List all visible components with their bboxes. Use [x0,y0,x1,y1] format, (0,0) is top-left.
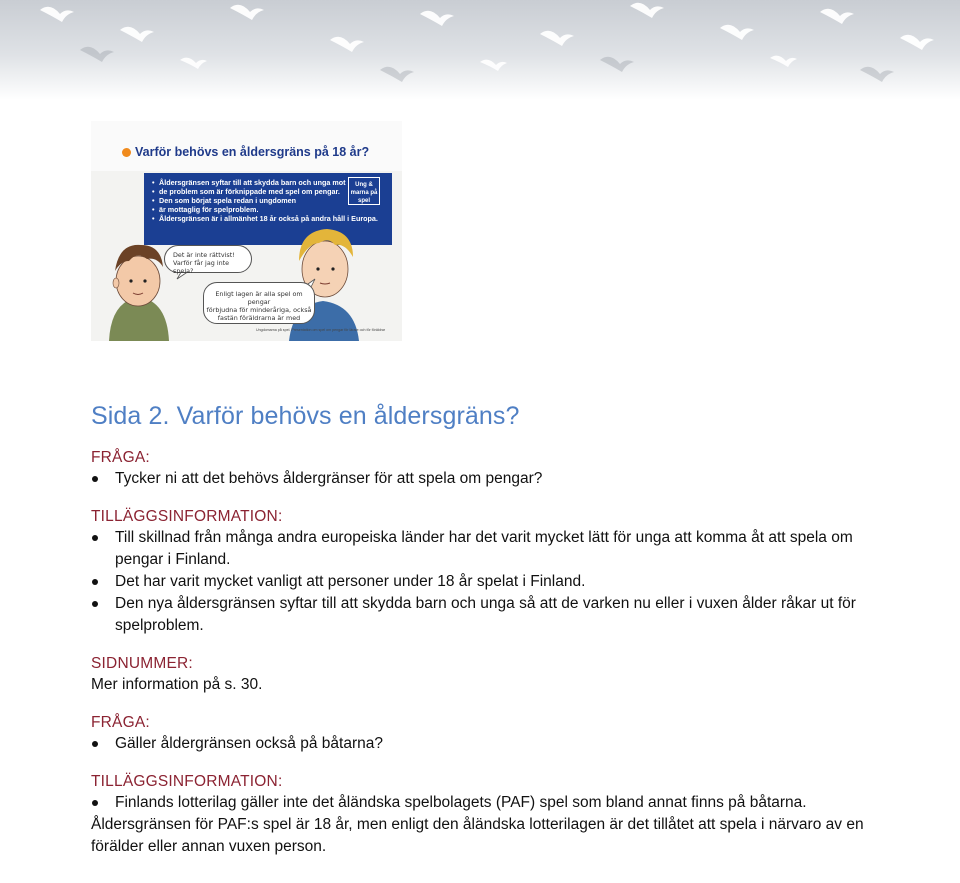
section-label-page-number: SIDNUMMER: [91,655,193,672]
slide-title: Varför behövs en åldersgräns på 18 år? [135,145,370,159]
birds-decoration-icon [0,0,960,100]
page-reference: Mer information på s. 30. [91,676,263,693]
list-item: Den nya åldersgränsen syftar till att skydda barn och unga så att de varken nu eller i vuxen ålder råkar ut för spelproblem. [91,593,891,637]
slide-footer: Ungdomarna på spel. Presentation om spel om pengar för lärare och för föräldrar [256,328,386,332]
additional-info-list [91,527,891,637]
section-label-question: FRÅGA: [91,449,150,466]
slide-bullet: • Åldersgränsen är i allmänhet 18 år också på andra håll i Europa. [152,214,386,223]
bubble-line: fastän föräldrarna är med [217,314,301,322]
additional-info-list [91,792,891,858]
list-item: Gäller åldergränsen också på båtarna? [91,733,891,755]
bubble-line: Enligt lagen är alla spel om pengar [215,290,303,306]
section-label-question: FRÅGA: [91,714,150,731]
page-title: Sida 2. Varför behövs en åldersgräns? [91,402,520,430]
list-item: Till skillnad från många andra europeiska länder har det varit mycket lätt för unga att komma åt att spela om pengar i Finland. [91,527,891,571]
slide-bullet: • Den som börjat spela redan i ungdomen [152,196,386,205]
speech-bubble-right [203,282,315,324]
list-item: Tycker ni att det behövs åldergränser för att spela om pengar? [91,468,891,490]
section-label-additional-info: TILLÄGGSINFORMATION: [91,508,283,525]
document-body [91,400,891,858]
slide-bullet-cont: • är mottaglig för spelproblem. [152,205,386,214]
bubble-line: Varför får jag inte spela? [173,259,230,275]
section-label-additional-info: TILLÄGGSINFORMATION: [91,773,283,790]
slide-bullet: • Åldersgränsen syftar till att skydda barn och unga mot [152,178,386,187]
question-list [91,468,891,490]
bubble-line: förbjudna för minderåriga, också [206,306,312,314]
list-item: Det har varit mycket vanligt att personer under 18 år spelat i Finland. [91,571,891,593]
header-banner [0,0,960,100]
speech-bubble-left [164,245,252,273]
bubble-line: Det är inte rättvist! [173,251,235,259]
list-item: Finlands lotterilag gäller inte det åländska spelbolagets (PAF) spel som bland annat finns på båtarna. Åldersgränsen för PAF:s spel är 18 år, men enligt den åländska lotterilagen är det tillåtet att spela i närvaro av en förälder eller annan vuxen person. [91,792,891,858]
slide-bullet-cont: • de problem som är förknippade med spel om pengar. [152,187,386,196]
slide-thumbnail [91,121,402,341]
question-list [91,733,891,755]
ungdomarna-logo-icon: Ung & marna på spel [348,177,380,205]
